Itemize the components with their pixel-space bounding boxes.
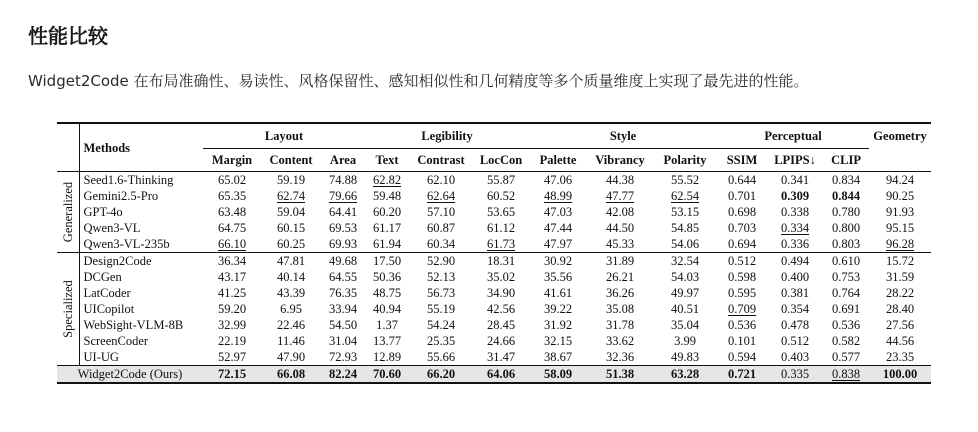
method-name: LatCoder [79, 285, 203, 301]
value-cell: 64.75 [217, 221, 247, 235]
value-cell: 31.78 [605, 318, 635, 332]
value-cell: 28.45 [486, 318, 516, 332]
value-cell: 0.494 [767, 253, 823, 270]
value-cell: 0.536 [831, 318, 861, 332]
value-cell: 69.53 [328, 221, 358, 235]
value-cell: 25.35 [426, 334, 456, 348]
value-cell: 31.92 [543, 318, 573, 332]
table-row [57, 301, 931, 317]
value-cell: 0.381 [780, 286, 810, 300]
method-name: Seed1.6-Thinking [79, 172, 203, 189]
value-cell: 0.341 [780, 173, 810, 187]
value-cell: 45.33 [605, 237, 635, 251]
value-cell: 28.22 [885, 286, 915, 300]
value-cell: 1.37 [376, 318, 398, 332]
table-row [57, 188, 931, 204]
value-cell: 55.19 [426, 302, 456, 316]
metric-header: Palette [529, 149, 587, 172]
value-cell: 64.06 [473, 366, 529, 384]
value-cell: 0.512 [780, 334, 810, 348]
value-cell: 22.46 [276, 318, 306, 332]
intro-paragraph: Widget2Code 在布局准确性、易读性、风格保留性、感知相似性和几何精度等多个质量维度上实现了最先进的性能。 [28, 72, 809, 90]
value-cell: 36.26 [605, 286, 635, 300]
method-name: Widget2Code (Ours) [57, 366, 203, 384]
value-cell: 0.403 [780, 350, 810, 364]
value-cell: 65.35 [217, 189, 247, 203]
value-cell: 52.97 [217, 350, 247, 364]
value-cell: 40.51 [670, 302, 700, 316]
method-name: Qwen3-VL [79, 220, 203, 236]
value-cell: 0.721 [717, 366, 767, 384]
value-cell: 26.21 [605, 270, 635, 284]
value-cell: 76.35 [328, 286, 358, 300]
value-cell: 0.698 [727, 205, 757, 219]
group-header-legibility: Legibility [365, 123, 529, 149]
value-cell: 43.39 [276, 286, 306, 300]
value-cell: 0.400 [780, 270, 810, 284]
metric-header: Area [321, 149, 365, 172]
value-cell: 94.24 [885, 173, 915, 187]
value-cell: 31.04 [328, 334, 358, 348]
value-cell: 60.52 [486, 189, 516, 203]
value-cell: 0.703 [727, 221, 757, 235]
value-cell: 60.25 [276, 237, 306, 251]
section-label: Specialized [60, 280, 75, 338]
value-cell: 27.56 [885, 318, 915, 332]
metric-header: SSIM [717, 149, 767, 172]
method-name: Design2Code [79, 253, 203, 270]
value-cell: 82.24 [321, 366, 365, 384]
value-cell: 55.87 [486, 173, 516, 187]
value-cell: 31.89 [587, 253, 653, 270]
value-cell: 62.64 [426, 189, 456, 203]
value-cell: 61.17 [372, 221, 402, 235]
value-cell: 59.48 [372, 189, 402, 203]
value-cell: 42.56 [486, 302, 516, 316]
value-cell: 30.92 [529, 253, 587, 270]
method-name: GPT-4o [79, 204, 203, 220]
value-cell: 64.41 [328, 205, 358, 219]
metric-header: Vibrancy [587, 149, 653, 172]
value-cell: 35.02 [486, 270, 516, 284]
method-name: Qwen3-VL-235b [79, 236, 203, 253]
value-cell: 49.68 [321, 253, 365, 270]
value-cell: 53.65 [486, 205, 516, 219]
value-cell: 47.97 [543, 237, 573, 251]
group-header-perceptual: Perceptual [717, 123, 869, 149]
value-cell: 12.89 [372, 350, 402, 364]
value-cell: 0.582 [831, 334, 861, 348]
value-cell: 44.50 [605, 221, 635, 235]
table-row [57, 253, 931, 270]
value-cell: 0.834 [831, 173, 861, 187]
table-row [57, 285, 931, 301]
value-cell: 40.94 [372, 302, 402, 316]
value-cell: 59.20 [217, 302, 247, 316]
value-cell: 95.15 [885, 221, 915, 235]
value-cell: 56.73 [426, 286, 456, 300]
value-cell: 69.93 [328, 237, 358, 251]
value-cell: 35.08 [605, 302, 635, 316]
ours-row [57, 366, 931, 384]
method-name: DCGen [79, 269, 203, 285]
value-cell: 61.94 [372, 237, 402, 251]
method-name: ScreenCoder [79, 333, 203, 349]
value-cell: 0.800 [831, 221, 861, 235]
metric-header: LPIPS↓ [767, 149, 823, 172]
value-cell: 0.598 [727, 270, 757, 284]
value-cell: 47.90 [276, 350, 306, 364]
value-cell: 54.50 [328, 318, 358, 332]
performance-table [57, 122, 931, 384]
metric-header: LocCon [473, 149, 529, 172]
value-cell: 52.13 [426, 270, 456, 284]
value-cell: 60.34 [426, 237, 456, 251]
value-cell: 63.28 [653, 366, 717, 384]
value-cell: 49.83 [670, 350, 700, 364]
value-cell: 3.99 [674, 334, 696, 348]
value-cell: 31.59 [885, 270, 915, 284]
value-cell: 43.17 [217, 270, 247, 284]
value-cell: 6.95 [280, 302, 302, 316]
value-cell: 62.74 [276, 189, 306, 203]
value-cell: 23.35 [885, 350, 915, 364]
value-cell: 74.88 [328, 173, 358, 187]
value-cell: 0.338 [780, 205, 810, 219]
value-cell: 0.709 [727, 302, 757, 316]
value-cell: 55.52 [670, 173, 700, 187]
method-name: WebSight-VLM-8B [79, 317, 203, 333]
value-cell: 0.803 [831, 237, 861, 251]
value-cell: 32.54 [653, 253, 717, 270]
value-cell: 54.24 [426, 318, 456, 332]
table-row [57, 333, 931, 349]
metric-header: Polarity [653, 149, 717, 172]
value-cell: 47.03 [543, 205, 573, 219]
value-cell: 91.93 [885, 205, 915, 219]
value-cell: 0.335 [767, 366, 823, 384]
table-row [57, 349, 931, 366]
metric-header [869, 149, 931, 172]
value-cell: 60.15 [276, 221, 306, 235]
value-cell: 64.55 [328, 270, 358, 284]
value-cell: 32.36 [605, 350, 635, 364]
value-cell: 11.46 [277, 334, 305, 348]
section-title: 性能比较 [28, 24, 108, 48]
value-cell: 0.691 [831, 302, 861, 316]
value-cell: 0.694 [727, 237, 757, 251]
value-cell: 40.14 [276, 270, 306, 284]
value-cell: 70.60 [365, 366, 409, 384]
value-cell: 0.536 [727, 318, 757, 332]
value-cell: 0.512 [717, 253, 767, 270]
value-cell: 59.04 [276, 205, 306, 219]
value-cell: 72.93 [328, 350, 358, 364]
value-cell: 58.09 [529, 366, 587, 384]
metric-header: Content [261, 149, 321, 172]
value-cell: 57.10 [426, 205, 456, 219]
value-cell: 41.61 [543, 286, 573, 300]
value-cell: 100.00 [869, 366, 931, 384]
value-cell: 54.85 [670, 221, 700, 235]
value-cell: 0.594 [727, 350, 757, 364]
value-cell: 39.22 [543, 302, 573, 316]
value-cell: 54.03 [670, 270, 700, 284]
metric-header: Text [365, 149, 409, 172]
value-cell: 90.25 [885, 189, 915, 203]
value-cell: 0.577 [831, 350, 861, 364]
table-body [57, 172, 931, 384]
table-row [57, 269, 931, 285]
value-cell: 0.753 [831, 270, 861, 284]
value-cell: 47.06 [543, 173, 573, 187]
value-cell: 0.336 [780, 237, 810, 251]
value-cell: 44.56 [885, 334, 915, 348]
value-cell: 15.72 [869, 253, 931, 270]
value-cell: 0.101 [727, 334, 757, 348]
value-cell: 0.780 [831, 205, 861, 219]
metric-header: Margin [203, 149, 261, 172]
value-cell: 32.15 [543, 334, 573, 348]
value-cell: 44.38 [605, 173, 635, 187]
value-cell: 22.19 [217, 334, 247, 348]
value-cell: 36.34 [203, 253, 261, 270]
value-cell: 62.54 [670, 189, 700, 203]
value-cell: 0.838 [823, 366, 869, 384]
value-cell: 47.81 [261, 253, 321, 270]
value-cell: 60.20 [372, 205, 402, 219]
value-cell: 60.87 [426, 221, 456, 235]
value-cell: 0.844 [831, 189, 861, 203]
value-cell: 34.90 [486, 286, 516, 300]
value-cell: 0.764 [831, 286, 861, 300]
value-cell: 35.56 [543, 270, 573, 284]
value-cell: 0.644 [727, 173, 757, 187]
value-cell: 24.66 [486, 334, 516, 348]
value-cell: 38.67 [543, 350, 573, 364]
group-header-geometry: Geometry [869, 123, 931, 149]
value-cell: 17.50 [365, 253, 409, 270]
value-cell: 42.08 [605, 205, 635, 219]
value-cell: 0.334 [780, 221, 810, 235]
value-cell: 0.309 [780, 189, 810, 203]
value-cell: 48.99 [543, 189, 573, 203]
value-cell: 35.04 [670, 318, 700, 332]
value-cell: 54.06 [670, 237, 700, 251]
value-cell: 41.25 [217, 286, 247, 300]
value-cell: 0.478 [780, 318, 810, 332]
value-cell: 96.28 [885, 237, 915, 251]
value-cell: 0.701 [727, 189, 757, 203]
metric-header: CLIP [823, 149, 869, 172]
table-row [57, 317, 931, 333]
value-cell: 0.354 [780, 302, 810, 316]
value-cell: 47.44 [543, 221, 573, 235]
value-cell: 62.10 [426, 173, 456, 187]
value-cell: 33.62 [605, 334, 635, 348]
table-row [57, 236, 931, 253]
value-cell: 32.99 [217, 318, 247, 332]
method-name: UI-UG [79, 349, 203, 366]
section-label: Generalized [60, 181, 75, 243]
value-cell: 61.12 [486, 221, 516, 235]
value-cell: 0.595 [727, 286, 757, 300]
value-cell: 31.47 [486, 350, 516, 364]
value-cell: 48.75 [372, 286, 402, 300]
value-cell: 49.97 [670, 286, 700, 300]
group-header-style: Style [529, 123, 717, 149]
value-cell: 61.73 [486, 237, 516, 251]
value-cell: 79.66 [328, 189, 358, 203]
value-cell: 62.82 [372, 173, 402, 187]
value-cell: 65.02 [217, 173, 247, 187]
section-label-cell [57, 172, 79, 253]
value-cell: 55.66 [426, 350, 456, 364]
value-cell: 18.31 [473, 253, 529, 270]
value-cell: 52.90 [409, 253, 473, 270]
value-cell: 59.19 [276, 173, 306, 187]
table-row [57, 172, 931, 189]
metric-header: Contrast [409, 149, 473, 172]
value-cell: 47.77 [605, 189, 635, 203]
group-header-row [57, 123, 931, 149]
method-name: UICopilot [79, 301, 203, 317]
table-row [57, 220, 931, 236]
value-cell: 66.10 [217, 237, 247, 251]
methods-header: Methods [79, 123, 203, 172]
value-cell: 33.94 [328, 302, 358, 316]
value-cell: 72.15 [203, 366, 261, 384]
value-cell: 50.36 [372, 270, 402, 284]
corner-cell [57, 149, 79, 172]
value-cell: 66.20 [409, 366, 473, 384]
section-label-cell [57, 253, 79, 366]
value-cell: 63.48 [217, 205, 247, 219]
value-cell: 66.08 [261, 366, 321, 384]
value-cell: 51.38 [587, 366, 653, 384]
group-header-layout: Layout [203, 123, 365, 149]
value-cell: 0.610 [823, 253, 869, 270]
value-cell: 13.77 [372, 334, 402, 348]
method-name: Gemini2.5-Pro [79, 188, 203, 204]
corner-cell [57, 123, 79, 149]
value-cell: 53.15 [670, 205, 700, 219]
value-cell: 28.40 [885, 302, 915, 316]
table-row [57, 204, 931, 220]
